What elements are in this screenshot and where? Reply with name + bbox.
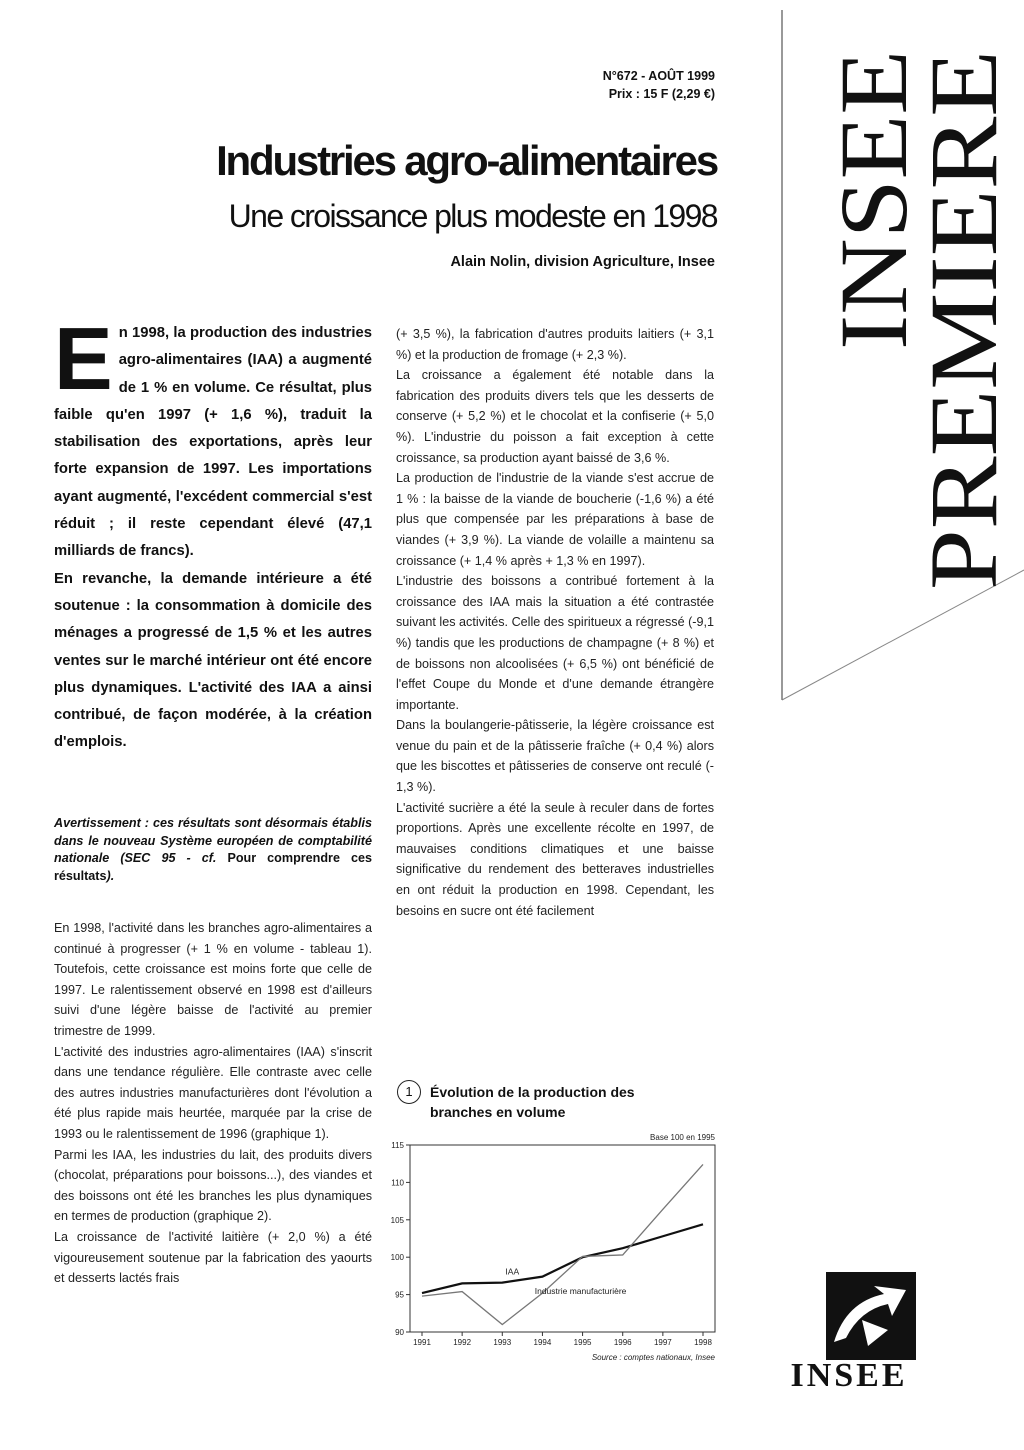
warning-end: ). xyxy=(106,868,115,883)
brand-word-premiere: PREMIERE xyxy=(910,115,1017,590)
chart-base-note: Base 100 en 1995 xyxy=(650,1133,715,1142)
column-2-body xyxy=(396,324,714,921)
series-label-iaa: IAA xyxy=(505,1266,520,1277)
series-label-industrie-manufacturiere: Industrie manufacturière xyxy=(534,1285,627,1296)
lead-p1-text: n 1998, la production des industries agro-alimentaires (IAA) a augmenté de 1 % en volume. Ce résultat, plus faible qu'en 1997 (+ 1,6 %), traduit la stabilisation des exportations, après leur forte expansion de 1997. Les importations ayant augmenté, l'excédent commercial s'est réduit ; il reste cependant élevé (47,1 milliards de francs). xyxy=(54,325,372,560)
x-axis xyxy=(413,1332,712,1347)
figure-title: Évolution de la production des branches en volume xyxy=(430,1084,635,1120)
warning-link[interactable]: Pour comprendre ces résultats xyxy=(54,851,373,883)
insee-logo-mark xyxy=(826,1272,916,1360)
issue-price: Prix : 15 F (2,29 €) xyxy=(608,87,715,101)
drop-cap: E xyxy=(54,309,113,408)
figure-number-badge: 1 xyxy=(397,1080,421,1104)
lead-paragraph-2: En revanche, la demande intérieure a été soutenue : la consommation à domicile des ménages a progressé de 1,5 % et les autres ventes sur le marché intérieur ont été encore plus dynamiques. L'activité des IAA a ainsi contribué, de façon modérée, à la création d'emplois. xyxy=(54,570,372,751)
warning-note xyxy=(54,815,372,885)
lead-text xyxy=(54,309,372,757)
x-tick-label: 1991 xyxy=(413,1338,431,1347)
chart-frame xyxy=(410,1145,715,1332)
x-tick-label: 1997 xyxy=(653,1338,672,1347)
chart-source: Source : comptes nationaux, Insee xyxy=(591,1353,715,1362)
col2-paragraph-5: Dans la boulangerie-pâtisserie, la légère croissance est venue du pain et de la pâtisserie fraîche (+ 0,4 %) alors que les biscottes et pâtisseries de conserve ont reculé (- 1,3 %). xyxy=(396,718,714,795)
col2-paragraph-6: L'activité sucrière a été la seule à reculer dans de fortes proportions. Après une excellente récolte en 1997, de mauvaises conditions climatiques et une baisse significative du rendement des betteraves industrielles en ont réduit la production en 1998. Cependant, les besoins en sucre ont été facilement xyxy=(396,800,714,918)
col1-paragraph-3: Parmi les IAA, les industries du lait, des produits divers (chocolat, préparations pour boissons...), des viandes et des boissons ont été les branches les plus dynamiques en termes de production (graphique 2). xyxy=(54,1147,372,1224)
insee-logo-icon xyxy=(826,1272,916,1360)
insee-logo-text: INSEE xyxy=(790,1357,908,1394)
insee-premiere-brand xyxy=(780,0,1024,710)
chart-series xyxy=(422,1164,703,1324)
x-tick-label: 1996 xyxy=(613,1338,632,1347)
col1-paragraph-2: L'activité des industries agro-alimentaires (IAA) s'inscrit dans une tendance régulière. Elle contraste avec celle des autres industries manufacturières dont l'évolution a été plus rapide mais heurtée, marquée par la crise de 1993 ou le ralentissement de 1996 (graphique 1). xyxy=(54,1044,372,1141)
y-tick-label: 100 xyxy=(390,1253,404,1263)
author-line: Alain Nolin, division Agriculture, Insee xyxy=(450,254,715,270)
y-axis xyxy=(391,1141,410,1337)
x-tick-label: 1993 xyxy=(493,1338,512,1347)
issue-number: N°672 - AOÛT 1999 xyxy=(602,69,715,83)
col2-paragraph-4: L'industrie des boissons a contribué fortement à la croissance des IAA mais la situation a été contrastée suivant les activités. Celle des spiritueux a régressé (-9,1 %) tandis que les productions de champagne (+ 8 %) et de boissons non alcoolisées (+ 6,5 %) ont bénéficié de l'effet Coupe du Monde et d'une demande étrangère importante. xyxy=(396,574,714,712)
production-chart xyxy=(380,1128,720,1373)
column-1-body xyxy=(54,918,372,1289)
col1-paragraph-4: La croissance de l'activité laitière (+ 2,0 %) a été vigoureusement soutenue par la fabrication des yaourts et desserts lactés frais xyxy=(54,1229,372,1286)
series-line-industrie-manufacturiere xyxy=(422,1164,703,1324)
col2-paragraph-2: La croissance a également été notable dans la fabrication des produits divers tels que les desserts de conserve (+ 5,2 %) et le chocolat et la confiserie (+ 5,0 %). L'industrie du poisson a fait exception à cette croissance, sa production ayant baissé de 3,6 %. xyxy=(396,368,714,465)
lead-paragraph-1 xyxy=(54,309,372,566)
page-subtitle: Une croissance plus modeste en 1998 xyxy=(228,198,717,234)
col2-paragraph-3: La production de l'industrie de la viande s'est accrue de 1 % : la baisse de la viande de boucherie (-1,6 %) a été plus que compensée par les préparations à base de viandes (+ 3,9 %). La viande de volaille a maintenu sa croissance (+ 1,4 % après + 1,3 % en 1997). xyxy=(396,471,714,568)
x-tick-label: 1992 xyxy=(453,1338,472,1347)
y-tick-label: 105 xyxy=(390,1215,404,1225)
y-tick-label: 110 xyxy=(391,1178,404,1188)
y-tick-label: 90 xyxy=(395,1328,404,1337)
col1-paragraph-1: En 1998, l'activité dans les branches agro-alimentaires a continué à progresser (+ 1 % en volume - tableau 1). Toutefois, cette croissance est moins forte que celle de 1997. Le ralentissement observé en 1998 est d'ailleurs suivi d'une légère baisse de l'activité au premier trimestre de 1999. xyxy=(54,921,372,1038)
series-line-iaa xyxy=(422,1224,703,1293)
x-tick-label: 1995 xyxy=(573,1338,592,1347)
x-tick-label: 1994 xyxy=(533,1338,552,1347)
brand-word-insee: INSEE xyxy=(820,78,927,350)
issue-info xyxy=(520,67,715,103)
y-tick-label: 115 xyxy=(391,1141,404,1150)
col2-paragraph-1: (+ 3,5 %), la fabrication d'autres produits laitiers (+ 3,1 %) et la production de fromage (+ 2,3 %). xyxy=(396,327,714,362)
warning-text: Avertissement : ces résultats sont désormais établis dans le nouveau Système européen de comptabilité nationale (SEC 95 - cf. xyxy=(54,816,372,865)
x-tick-label: 1998 xyxy=(694,1338,712,1347)
y-tick-label: 95 xyxy=(395,1290,404,1300)
page-title: Industries agro-alimentaires xyxy=(216,137,717,184)
